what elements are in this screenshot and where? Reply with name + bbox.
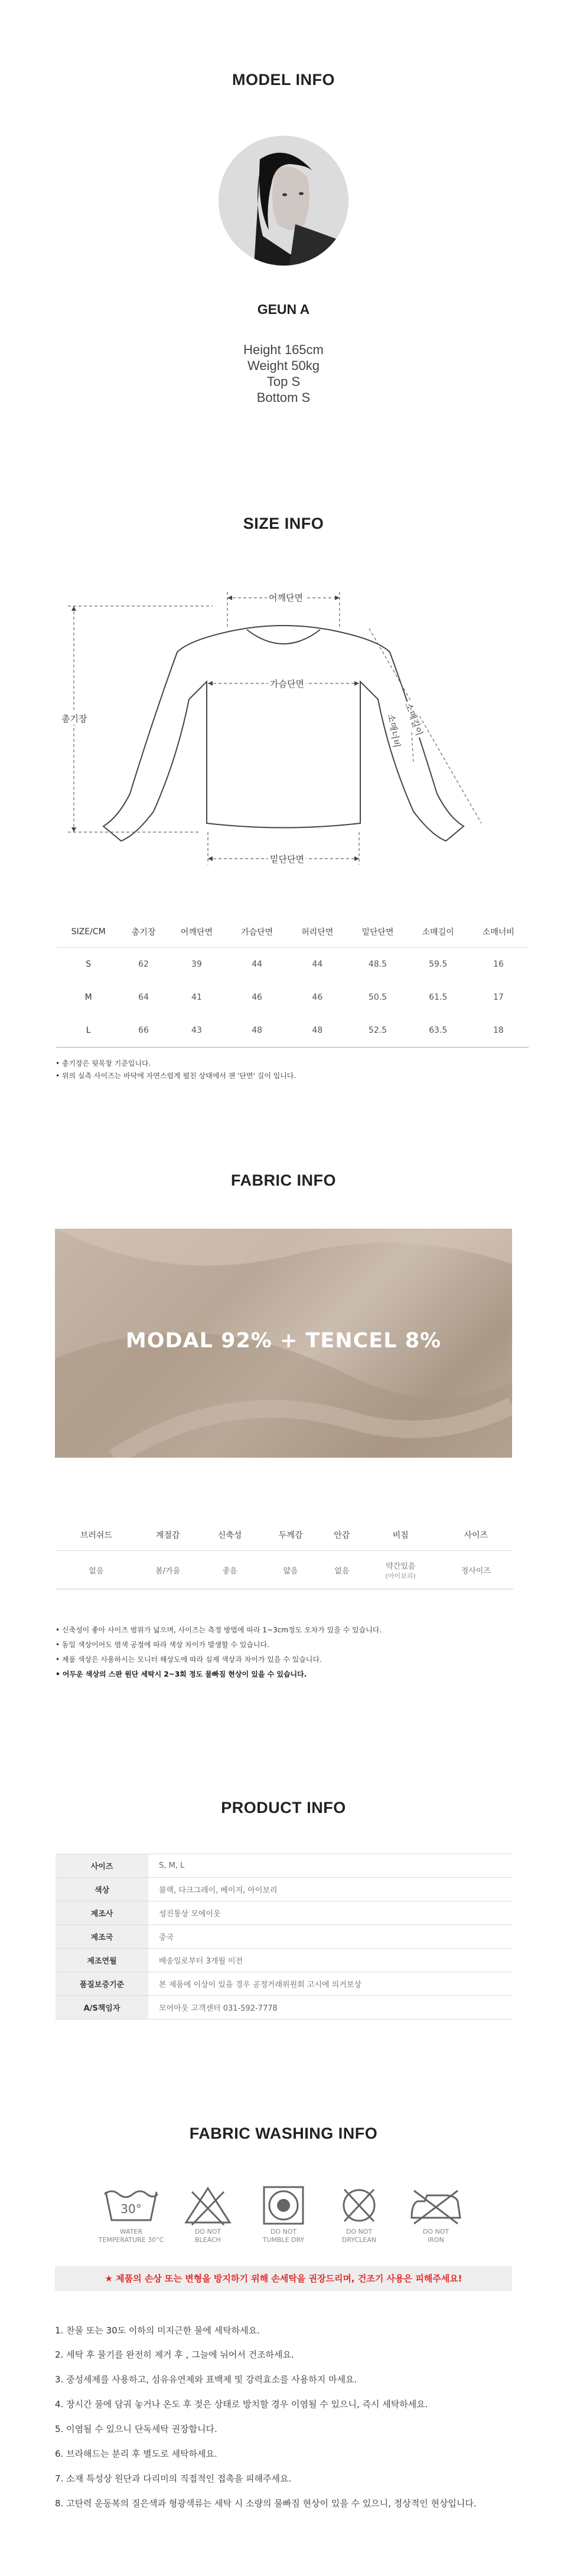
product-key: 제조연월 [56,1949,148,1972]
product-info-title: PRODUCT INFO [221,1799,346,1816]
care-instruction: 3. 중성세제를 사용하고, 섬유유연제와 표백제 및 강력효소를 사용하지 마세요. [55,2374,357,2385]
fabric-value: 얇음 [260,1551,321,1589]
hem-label: 밑단단면 [268,853,306,865]
size-cell: 66 [120,1014,167,1048]
care-instruction: 7. 소재 특성상 원단과 다리미의 직접적인 접촉을 피해주세요. [55,2473,292,2484]
size-cell: L [56,1014,120,1048]
size-cell: 59.5 [408,948,468,981]
size-header: SIZE/CM [56,917,120,948]
product-value: 중국 [148,1925,513,1949]
size-cell: 18 [468,1014,529,1048]
product-key: 제조사 [56,1901,148,1925]
wash-label-line2: TEMPERATURE 30°C [98,2236,164,2244]
fabric-header: 안감 [321,1520,363,1551]
fabric-info-title: FABRIC INFO [231,1171,336,1189]
size-cell: 48 [227,1014,287,1048]
chest-label: 가슴단면 [268,677,306,690]
fabric-composition: MODAL 92% + TENCEL 8% [125,1329,442,1353]
fabric-header: 두께감 [260,1520,321,1551]
product-key: 제조국 [56,1925,148,1949]
size-header: 총기장 [120,917,167,948]
model-photo [219,136,348,266]
product-value: 본 제품에 이상이 있을 경우 공정거래위원회 고시에 의거보상 [148,1972,513,1996]
size-cell: 44 [287,948,347,981]
model-bottom-size: Bottom S [256,390,311,405]
size-cell: 50.5 [368,993,387,1002]
size-table [56,917,529,1048]
size-cell: 43 [167,1014,227,1048]
model-weight: Weight 50kg [247,358,320,373]
care-instruction: 4. 장시간 물에 담궈 놓거나 온도 후 젖은 상태로 방치할 경우 이염될 수 있으니, 즉시 세탁하세요. [55,2399,428,2410]
svg-text:30°: 30° [120,2202,142,2216]
size-row-l [56,1014,529,1048]
size-cell: 41 [191,993,202,1002]
size-header: 어깨단면 [167,917,227,948]
care-instruction: 5. 이염될 수 있으니 단독세탁 권장합니다. [55,2424,217,2434]
size-cell: 64 [138,993,149,1002]
fabric-header: 계절감 [136,1520,200,1551]
size-row-m [56,981,529,1014]
wash-label-line2: DRYCLEAN [341,2236,377,2244]
wash-label [242,2228,325,2244]
fabric-value-cell [363,1551,439,1589]
fabric-note: • 신축성이 좋아 사이즈 범위가 넓으며, 사이즈는 측정 방법에 따라 1~3cm정도 오차가 있을 수 있습니다. [56,1626,382,1634]
fabric-header: 브러쉬드 [56,1520,136,1551]
size-cell: 52.5 [347,1014,408,1048]
product-key: 색상 [56,1878,148,1901]
fabric-value: 정사이즈 [438,1551,513,1589]
model-top-size: Top S [266,374,301,389]
product-table [56,1854,513,2019]
fabric-value: 좋음 [199,1551,260,1589]
product-value: S, M, L [148,1854,513,1878]
length-label: 총기장 [60,712,89,725]
washing-info-title: FABRIC WASHING INFO [189,2125,378,2142]
size-cell: 48 [287,1014,347,1048]
product-row [56,1854,513,1878]
model-height: Height 165cm [243,342,324,357]
model-name: GEUN A [257,302,310,317]
size-cell: 61.5 [429,993,448,1002]
wash-label-line2: IRON [428,2236,444,2244]
size-cell: 39 [167,948,227,981]
product-value: 블랙, 다크그레이, 베이지, 아이보리 [148,1878,513,1901]
fabric-swatch-image [55,1229,512,1458]
no-tumble-dry-icon [251,2184,316,2227]
size-header: 밑단단면 [347,917,408,948]
wash-label-line2: TUMBLE DRY [262,2236,305,2244]
product-row [56,1925,513,1949]
product-key: A/S책임자 [56,1996,148,2019]
product-value: 성진통상 모에이웃 [148,1901,513,1925]
no-iron-icon [403,2184,468,2227]
size-cell: 63.5 [408,1014,468,1048]
model-info-title: MODEL INFO [232,71,335,89]
size-info-title: SIZE INFO [243,515,324,532]
size-header: 허리단면 [287,917,347,948]
size-cell: 44 [227,948,287,981]
fabric-table [56,1520,513,1589]
wash-label-line1: DO NOT [346,2228,373,2235]
product-key: 품질보증기준 [56,1972,148,1996]
fabric-value-sub: (아이보리) [385,1572,416,1580]
product-row [56,1901,513,1925]
wash-label-line1: DO NOT [270,2228,297,2235]
wash-label-line1: DO NOT [422,2228,449,2235]
wash-label [90,2228,172,2244]
size-cell: 46 [252,993,263,1002]
care-instruction: 6. 브라해드는 분리 후 별도로 세탁하세요. [55,2449,217,2459]
size-cell: 17 [493,993,504,1002]
fabric-value: 약간있음 [386,1562,416,1571]
size-header: 소매길이 [408,917,468,948]
wash-label [318,2228,400,2244]
product-key: 사이즈 [56,1854,148,1878]
no-bleach-icon [175,2184,240,2227]
wash-30-icon [99,2184,164,2227]
product-row [56,1972,513,1996]
fabric-value: 없음 [321,1551,363,1589]
fabric-header: 신축성 [199,1520,260,1551]
product-value: 모어아웃 고객센터 031-592-7778 [148,1996,513,2019]
product-row [56,1949,513,1972]
size-cell: 48.5 [347,948,408,981]
wash-label-line1: DO NOT [194,2228,221,2235]
sleeve-length-label: 소매길이 [402,699,426,739]
size-note: • 위의 실측 사이즈는 바닥에 자연스럽게 펼친 상태에서 잰 '단면' 길이 입니다. [56,1072,296,1080]
fabric-note: • 제품 색상은 사용하시는 모니터 해상도에 따라 실제 색상과 차이가 있을 수 있습니다. [56,1655,322,1664]
size-header: 소매너비 [468,917,529,948]
shoulder-label: 어깨단면 [267,591,305,604]
wash-label-line2: BLEACH [195,2236,221,2244]
size-row-s [56,948,529,981]
fabric-header: 비침 [363,1520,439,1551]
care-instruction: 1. 찬물 또는 30도 이하의 미지근한 물에 세탁하세요. [55,2325,260,2336]
wash-label-line1: WATER [119,2228,143,2235]
size-cell: S [56,948,120,981]
fabric-note: • 동일 색상이어도 염색 공정에 따라 색상 차이가 발생할 수 있습니다. [56,1641,270,1649]
product-row [56,1878,513,1901]
size-cell: 16 [468,948,529,981]
care-instruction: 8. 고탄력 운동복의 질은색과 형광색류는 세탁 시 소량의 물빠짐 현상이 있을 수 있으니, 정상적인 현상입니다. [55,2498,477,2509]
model-portrait-image [219,136,348,266]
fabric-value: 없음 [56,1551,136,1589]
product-value: 배송일로부터 3개월 이전 [148,1949,513,1972]
size-note: • 총기장은 뒷목창 기준입니다. [56,1059,151,1068]
fabric-note-bold: • 어두운 색상의 스판 원단 세탁시 2~3회 정도 물빠짐 현상이 있을 수 있습니다. [56,1670,307,1678]
size-cell: 46 [312,993,323,1002]
size-diagram [0,564,567,876]
care-instruction: 2. 세탁 후 물기를 완전히 제거 후 , 그늘에 뉘어서 건조하세요. [55,2349,294,2360]
size-cell: 62 [120,948,167,981]
fabric-header: 사이즈 [438,1520,513,1551]
product-row [56,1996,513,2019]
fabric-value: 봄/가을 [136,1551,200,1589]
no-dryclean-icon [327,2184,392,2227]
washing-warning-banner: ★ 제품의 손상 또는 변형을 방지하기 위해 손세탁을 권장드리며, 건조기 사용은 피해주세요! [55,2266,512,2291]
wash-label [167,2228,249,2244]
size-header: 가슴단면 [227,917,287,948]
wash-label [395,2228,477,2244]
sleeve-width-label: 소매너비 [384,711,403,751]
size-cell: M [84,993,92,1002]
